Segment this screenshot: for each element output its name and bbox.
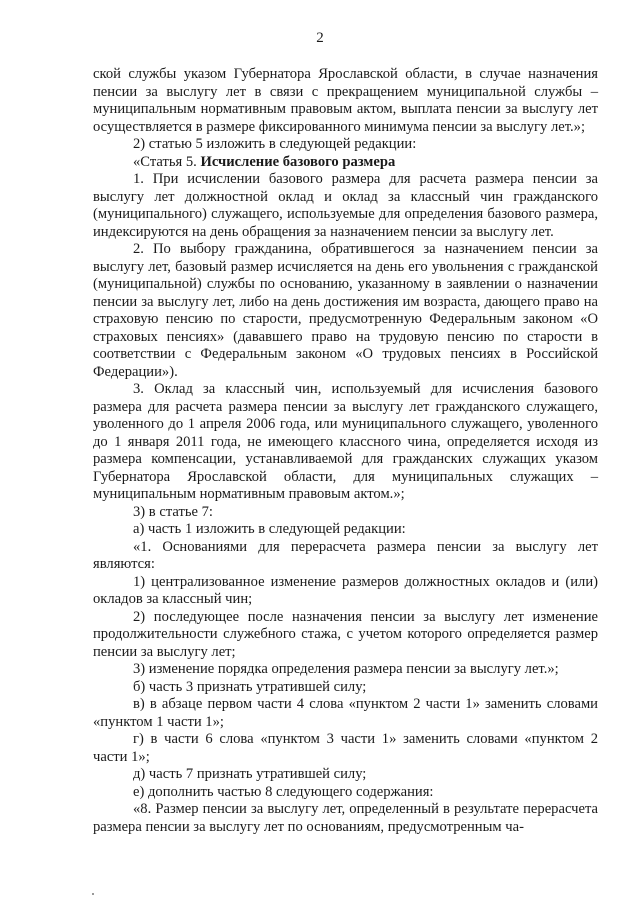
paragraph: «8. Размер пенсии за выслугу лет, определенный в результате перерасчета размера пенсии за выслугу лет по основаниям, предусмотренным ча- bbox=[93, 801, 598, 835]
paragraph-list bbox=[93, 171, 598, 836]
paragraph: в) в абзаце первом части 4 слова «пунктом 2 части 1» заменить словами «пунктом 1 части 1»; bbox=[93, 696, 598, 730]
paragraph: ской службы указом Губернатора Ярославской области, в случае назначения пенсии за выслугу лет в связи с прекращением муниципальной службы – муниципальным нормативным правовым актом, выплата пенсии за выслугу лет осуществляется в размере фиксированного минимума пенсии за выслугу лет.»; bbox=[93, 66, 598, 135]
paragraph: 2) статью 5 изложить в следующей редакции: bbox=[133, 136, 417, 152]
paragraph: 3) в статье 7: bbox=[133, 503, 213, 520]
article-heading-prefix: «Статья 5. bbox=[133, 153, 201, 170]
paragraph: 1. При исчислении базового размера для расчета размера пенсии за выслугу лет должностной оклад и оклад за классный чин гражданского (муниципального) служащего, используемые для определения базового размера, индексируются на день обращения за назначением пенсии за выслугу лет. bbox=[93, 171, 598, 240]
paragraph: «1. Основаниями для перерасчета размера пенсии за выслугу лет являются: bbox=[93, 538, 598, 572]
article-heading bbox=[93, 154, 598, 172]
paragraph: г) в части 6 слова «пунктом 3 части 1» заменить словами «пунктом 2 части 1»; bbox=[93, 731, 598, 765]
paragraph: 3) изменение порядка определения размера пенсии за выслугу лет.»; bbox=[133, 661, 559, 677]
paragraph: 2. По выбору гражданина, обратившегося за назначением пенсии за выслугу лет, базовый размер исчисляется на день его увольнения с гражданской (муниципальной) службы по основанию, указанному в заявлении о назначении пенсии за выслугу лет, либо на день достижения им возраста, дающего право на страховую пенсию по старости, предусмотренную Федеральным законом «О страховых пенсиях» (дававшего право на трудовую пенсию по старости в соответствии с Федеральным законом «О трудовых пенсиях в Российской Федерации»). bbox=[93, 241, 598, 380]
document-body bbox=[93, 66, 598, 836]
paragraph: д) часть 7 признать утратившей силу; bbox=[133, 766, 367, 782]
paragraph: 1) централизованное изменение размеров должностных окладов и (или) окладов за классный чин; bbox=[93, 573, 598, 607]
paragraph: 3. Оклад за классный чин, используемый для исчисления базового размера для расчета размера пенсии за выслугу лет гражданского служащего, уволенного до 1 апреля 2006 года, или муниципального служащего, уволенного до 1 января 2011 года, не имеющего классного чина, определяется исходя из размера компенсации, устанавливаемой для гражданских служащих указом Губернатора Ярославской области, для муниципальных служащих – муниципальным нормативным правовым актом.»; bbox=[93, 381, 598, 502]
paragraph: е) дополнить частью 8 следующего содержания: bbox=[133, 783, 434, 800]
page-number: 2 bbox=[316, 30, 324, 46]
scan-mark bbox=[92, 893, 94, 895]
paragraph: б) часть 3 признать утратившей силу; bbox=[133, 678, 367, 695]
paragraph: 2) последующее после назначения пенсии за выслугу лет изменение продолжительности служебного стажа, с учетом которого определяется размер пенсии за выслугу лет; bbox=[93, 608, 598, 660]
paragraph: а) часть 1 изложить в следующей редакции: bbox=[133, 521, 406, 537]
article-heading-title: Исчисление базового размера bbox=[200, 153, 396, 170]
